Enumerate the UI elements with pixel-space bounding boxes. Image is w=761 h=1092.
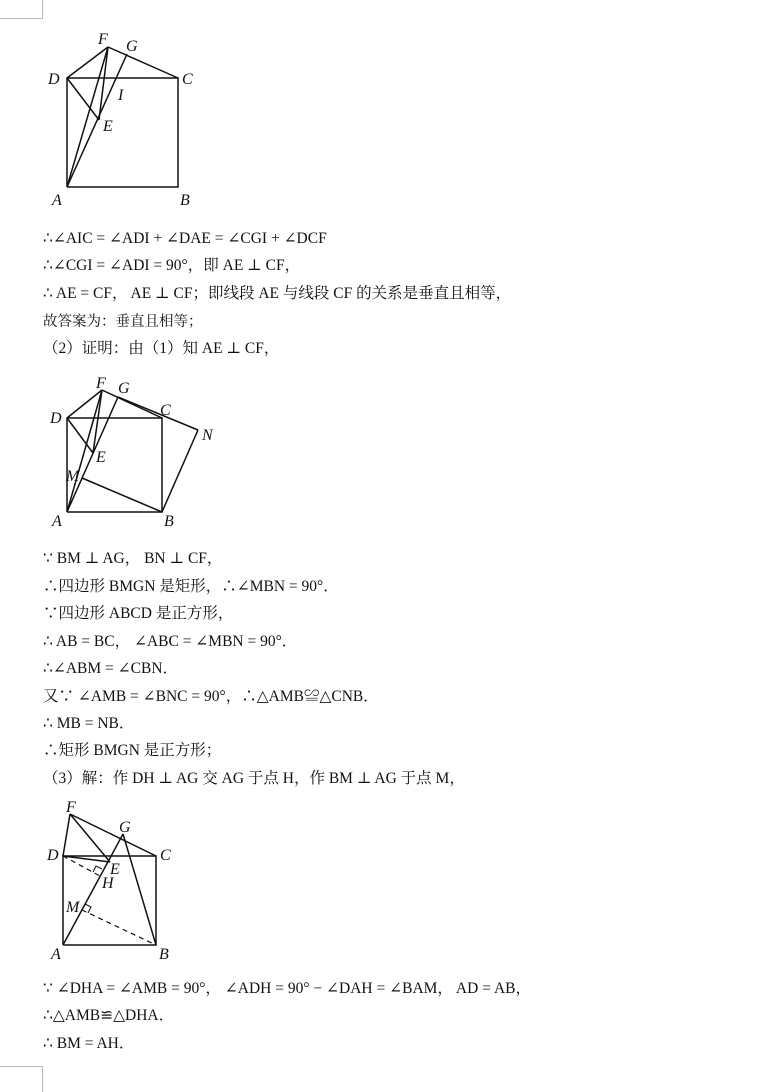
- text-line: ∴四边形 BMGN 是矩形，∴∠MBN = 90°．: [43, 578, 339, 595]
- segment-mb: [82, 910, 156, 945]
- text-line: ∴∠ABM = ∠CBN．: [43, 660, 179, 677]
- fig3-label-m: M: [66, 899, 80, 916]
- figure-3-diagram: [40, 800, 190, 965]
- segment-gn: [118, 397, 198, 430]
- fig1-label-f: F: [98, 31, 108, 48]
- segment-nb: [162, 430, 198, 512]
- text-line: 又∵ ∠AMB = ∠BNC = 90°，∴△AMB≌△CNB．: [43, 688, 379, 705]
- text-line: ∵四边形 ABCD 是正方形，: [43, 605, 234, 622]
- text-line: （3）解：作 DH ⊥ AG 交 AG 于点 H，作 BM ⊥ AG 于点 M，: [43, 770, 465, 787]
- text-line: （2）证明：由（1）知 AE ⊥ CF，: [43, 340, 280, 357]
- fig3-label-c: C: [160, 847, 171, 864]
- fig3-label-b: B: [159, 946, 169, 963]
- fig2-label-n: N: [202, 427, 213, 444]
- fig3-label-d: D: [47, 847, 59, 864]
- figure-1-diagram: [40, 28, 210, 213]
- segment-fe: [70, 814, 110, 862]
- segment-de: [67, 78, 99, 120]
- fig1-label-b: B: [180, 192, 190, 209]
- fig1-label-d: D: [48, 71, 60, 88]
- text-line: ∴△AMB≌△DHA．: [43, 1007, 175, 1024]
- segment-gb: [123, 834, 156, 945]
- segment-dg: [67, 47, 108, 78]
- fig3-label-h: H: [102, 875, 114, 892]
- text-line: ∴∠CGI = ∠ADI = 90°，即 AE ⊥ CF，: [43, 257, 301, 274]
- text-line: ∴ AE = CF， AE ⊥ CF；即线段 AE 与线段 CF 的关系是垂直且相等，: [43, 285, 512, 302]
- segment-fe: [99, 47, 108, 120]
- fig1-label-i: I: [118, 87, 124, 104]
- page-corner-mark-bottom: [0, 1066, 43, 1092]
- fig2-label-m: M: [66, 468, 80, 485]
- segment-ag: [67, 397, 118, 512]
- segment-de: [63, 856, 110, 862]
- fig3-label-g: G: [119, 819, 131, 836]
- fig2-label-c: C: [160, 402, 171, 419]
- segment-df: [67, 390, 102, 418]
- fig2-label-g: G: [118, 380, 130, 397]
- segment-ag: [67, 54, 127, 187]
- fig2-label-e: E: [96, 449, 106, 466]
- fig3-label-a: A: [51, 946, 61, 963]
- segment-af: [67, 47, 108, 187]
- fig1-label-c: C: [182, 71, 193, 88]
- segment-fd: [63, 814, 70, 856]
- text-line: ∴ AB = BC， ∠ABC = ∠MBN = 90°．: [43, 633, 298, 650]
- figure-2-diagram: [40, 372, 225, 534]
- right-angle-mark-h: [93, 866, 102, 872]
- text-line: ∵ BM ⊥ AG， BN ⊥ CF，: [43, 550, 223, 567]
- fig2-label-a: A: [52, 513, 62, 530]
- segment-fc: [70, 814, 156, 856]
- fig1-label-a: A: [52, 192, 62, 209]
- fig2-label-b: B: [164, 513, 174, 530]
- text-line: ∴矩形 BMGN 是正方形；: [43, 742, 222, 759]
- fig1-label-g: G: [126, 38, 138, 55]
- text-line: ∵ ∠DHA = ∠AMB = 90°， ∠ADH = 90° − ∠DAH = ∠BAM， AD = AB，: [43, 980, 531, 997]
- text-line: 故答案为：垂直且相等；: [43, 314, 203, 330]
- fig3-label-f: F: [66, 799, 76, 816]
- text-line: ∴∠AIC = ∠ADI + ∠DAE = ∠CGI + ∠DCF: [43, 230, 327, 247]
- fig3-label-e: E: [110, 861, 120, 878]
- fig2-label-f: F: [96, 375, 106, 392]
- text-line: ∴ MB = NB．: [43, 715, 135, 732]
- text-line: ∴ BM = AH．: [43, 1035, 135, 1052]
- fig2-label-d: D: [50, 410, 62, 427]
- segment-mb: [82, 478, 162, 512]
- fig1-label-e: E: [103, 118, 113, 135]
- segment-ag: [63, 834, 123, 945]
- page-corner-mark-top: [0, 0, 43, 19]
